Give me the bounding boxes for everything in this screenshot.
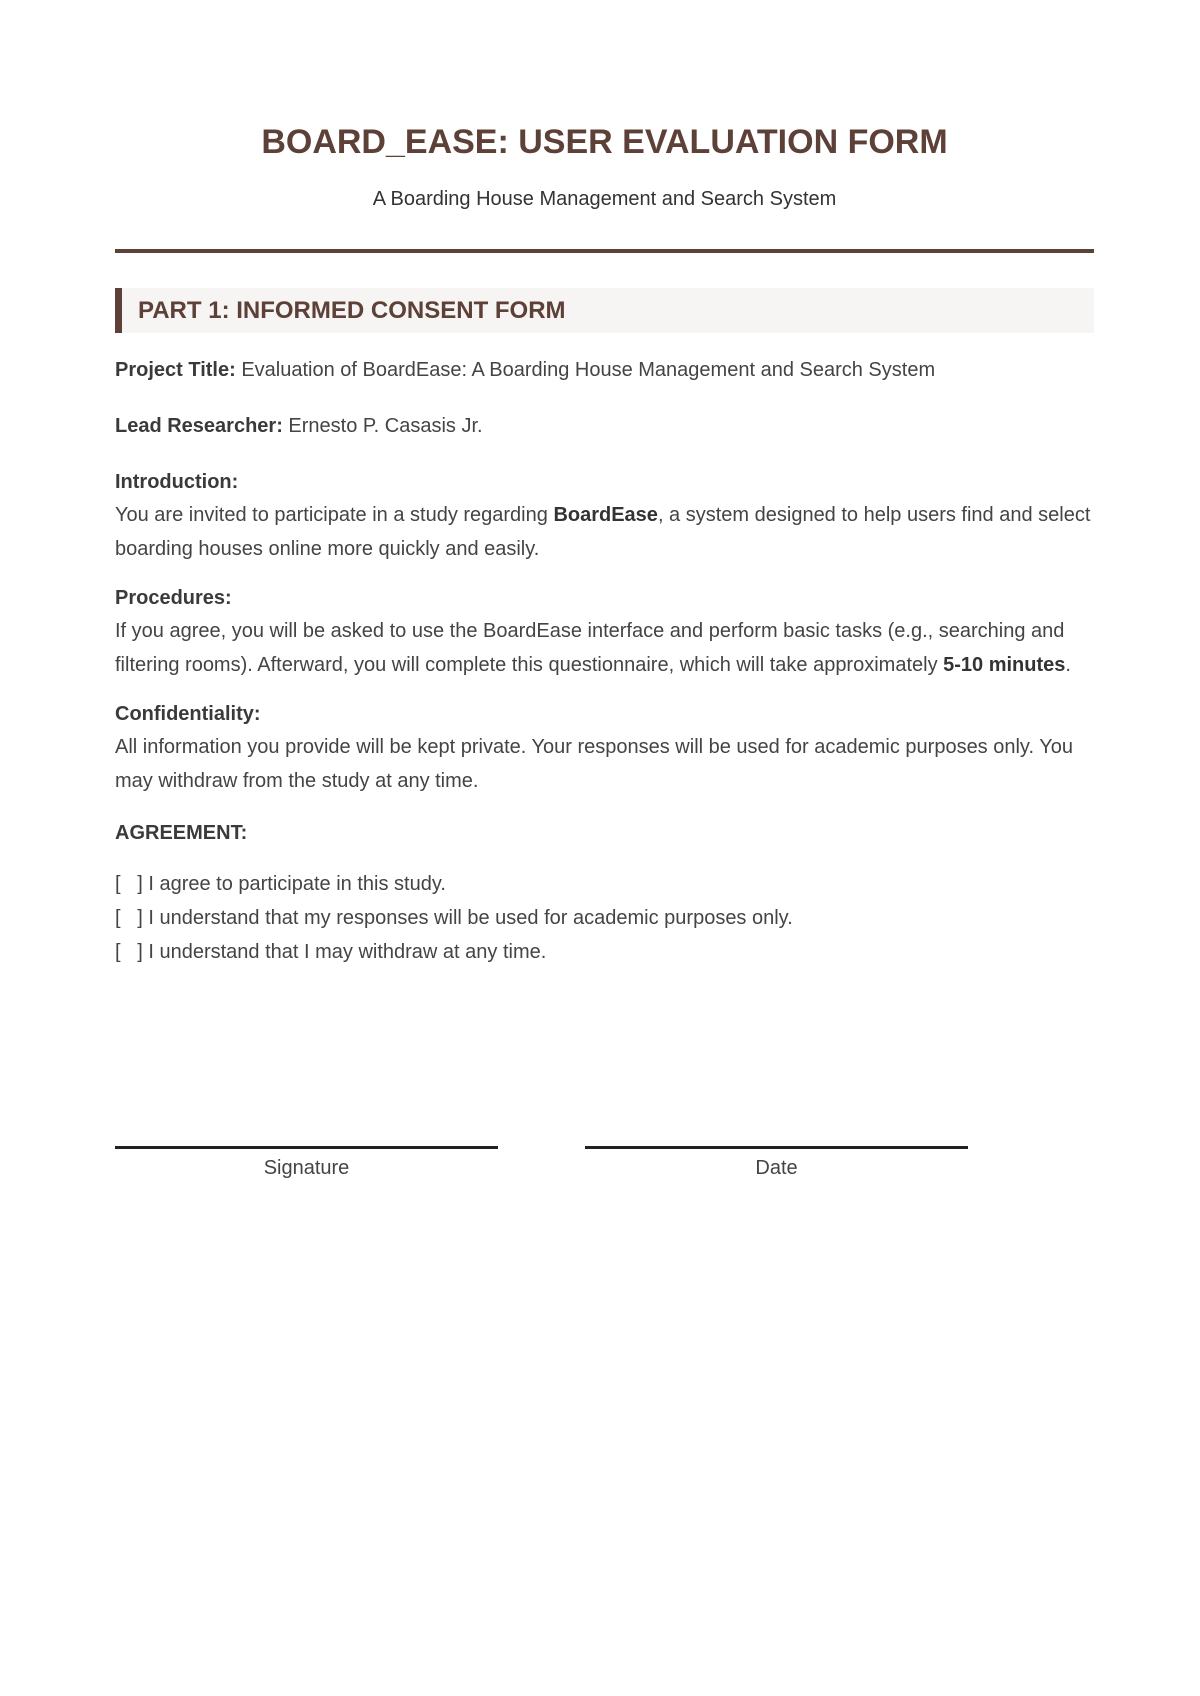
- procedures-text-part: If you agree, you will be asked to use the BoardEase interface and perform basic tasks (e.g., searching and filtering rooms). Afterward, you will complete this questionnaire, which will take approximately: [115, 620, 1065, 676]
- confidentiality-heading: Confidentiality:: [115, 703, 261, 725]
- document-title: BOARD_EASE: USER EVALUATION FORM: [261, 123, 948, 161]
- document-subtitle: A Boarding House Management and Search System: [372, 188, 837, 210]
- procedures-block: [115, 585, 1094, 682]
- procedures-text-bold: 5-10 minutes: [943, 654, 1066, 676]
- introduction-heading: Introduction:: [115, 471, 239, 493]
- procedures-heading: Procedures:: [115, 587, 232, 609]
- project-title-label: Project Title:: [115, 359, 236, 381]
- agreement-checkbox-item[interactable]: [ ] I agree to participate in this study.: [115, 873, 446, 895]
- section-heading: PART 1: INFORMED CONSENT FORM: [138, 296, 566, 324]
- introduction-block: [115, 469, 1094, 566]
- signature-line: [115, 1146, 498, 1149]
- agreement-list: [115, 867, 1094, 969]
- lead-researcher-label: Lead Researcher:: [115, 415, 283, 437]
- lead-researcher-value: Ernesto P. Casasis Jr.: [282, 415, 483, 437]
- project-title-value: Evaluation of BoardEase: A Boarding House Management and Search System: [235, 359, 936, 381]
- signature-field[interactable]: [115, 1146, 498, 1181]
- procedures-text-part: .: [1065, 654, 1071, 676]
- confidentiality-text: All information you provide will be kept private. Your responses will be used for academic purposes only. You may withdraw from the study at any time.: [115, 736, 1073, 792]
- lead-researcher-line: [115, 413, 1094, 439]
- date-field[interactable]: [585, 1146, 968, 1181]
- date-label: Date: [755, 1157, 798, 1179]
- agreement-heading: AGREEMENT:: [115, 822, 248, 844]
- title-divider: [115, 249, 1094, 253]
- signature-row: [115, 1146, 1015, 1206]
- signature-label: Signature: [263, 1157, 350, 1179]
- introduction-text: [115, 498, 1094, 566]
- agreement-checkbox-item[interactable]: [ ] I understand that I may withdraw at any time.: [115, 941, 547, 963]
- confidentiality-block: [115, 701, 1094, 798]
- date-line: [585, 1146, 968, 1149]
- project-title-line: [115, 357, 1094, 383]
- introduction-text-part: You are invited to participate in a study regarding: [115, 504, 554, 526]
- agreement-checkbox-item[interactable]: [ ] I understand that my responses will be used for academic purposes only.: [115, 907, 793, 929]
- introduction-text-part: , a system designed to help users find and select boarding houses online more quickly and easily.: [115, 504, 1091, 560]
- section-header-part1: [115, 288, 1094, 333]
- procedures-text: [115, 614, 1094, 682]
- introduction-text-bold: BoardEase: [553, 504, 658, 526]
